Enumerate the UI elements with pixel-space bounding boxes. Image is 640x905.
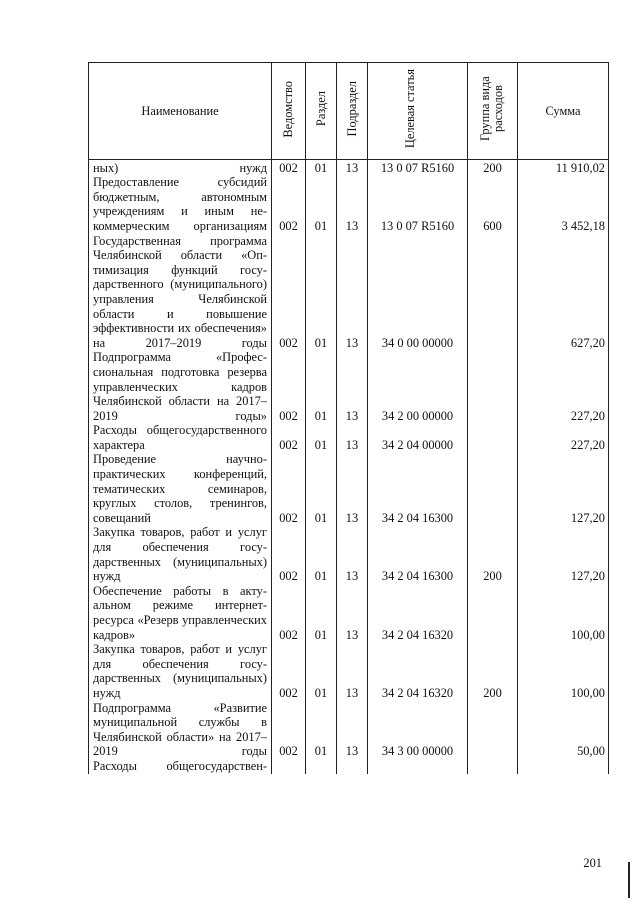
table-row [89, 584, 609, 642]
row-name-cell: ных) нужд [89, 159, 272, 175]
table-row [89, 350, 609, 423]
row-sum-cell: 227,20 [518, 350, 609, 423]
row-section-cell: 01 [306, 350, 337, 423]
row-group-cell [468, 452, 518, 525]
row-section-cell: 01 [306, 423, 337, 452]
header-target-article: Целевая статья [368, 63, 468, 160]
row-section-cell: 01 [306, 175, 337, 233]
row-department-cell [272, 759, 306, 774]
row-subsection-cell: 13 [337, 159, 368, 175]
row-sum-cell: 100,00 [518, 642, 609, 700]
row-target-cell: 34 2 04 16300 [368, 525, 468, 583]
header-section: Раздел [306, 63, 337, 160]
row-section-cell: 01 [306, 159, 337, 175]
row-target-cell: 13 0 07 R5160 [368, 159, 468, 175]
row-section-cell: 01 [306, 642, 337, 700]
row-group-cell [468, 584, 518, 642]
row-subsection-cell: 13 [337, 175, 368, 233]
row-department-cell: 002 [272, 584, 306, 642]
row-department-cell: 002 [272, 452, 306, 525]
row-subsection-cell [337, 759, 368, 774]
header-expense-group: Группа вида расходов [468, 63, 518, 160]
budget-table [88, 62, 609, 774]
header-department: Ведомство [272, 63, 306, 160]
row-sum-cell: 127,20 [518, 525, 609, 583]
row-subsection-cell: 13 [337, 452, 368, 525]
table-row [89, 525, 609, 583]
row-name-cell: Подпрограмма «Развитие муниципальной службы в Челябинской области» на 2017–2019 годы [89, 701, 272, 759]
page-number: 201 [583, 856, 602, 870]
row-section-cell: 01 [306, 234, 337, 351]
row-group-cell: 200 [468, 525, 518, 583]
row-group-cell: 200 [468, 159, 518, 175]
header-sum: Сумма [518, 63, 609, 160]
row-group-cell [468, 423, 518, 452]
row-name-cell: Расходы общегосударствен- [89, 759, 272, 774]
row-target-cell: 34 2 00 00000 [368, 350, 468, 423]
header-name: Наименование [89, 63, 272, 160]
row-target-cell: 34 0 00 00000 [368, 234, 468, 351]
header-subsection: Подраздел [337, 63, 368, 160]
row-group-cell [468, 759, 518, 774]
row-target-cell: 34 2 04 00000 [368, 423, 468, 452]
table-row [89, 759, 609, 774]
table-header-row [89, 63, 609, 160]
table-row [89, 452, 609, 525]
table-row [89, 642, 609, 700]
table-row [89, 175, 609, 233]
row-name-cell: Закупка товаров, работ и услуг для обеспечения государственных (муниципальных) нужд [89, 525, 272, 583]
row-section-cell: 01 [306, 525, 337, 583]
row-group-cell [468, 701, 518, 759]
row-department-cell: 002 [272, 175, 306, 233]
scan-edge-mark [628, 862, 630, 898]
table-row [89, 159, 609, 175]
row-department-cell: 002 [272, 701, 306, 759]
row-target-cell: 13 0 07 R5160 [368, 175, 468, 233]
row-sum-cell: 50,00 [518, 701, 609, 759]
table-row [89, 234, 609, 351]
row-subsection-cell: 13 [337, 525, 368, 583]
row-target-cell [368, 759, 468, 774]
row-section-cell: 01 [306, 452, 337, 525]
row-department-cell: 002 [272, 350, 306, 423]
row-subsection-cell: 13 [337, 423, 368, 452]
row-sum-cell: 627,20 [518, 234, 609, 351]
row-subsection-cell: 13 [337, 642, 368, 700]
table-body [89, 159, 609, 773]
row-department-cell: 002 [272, 642, 306, 700]
row-subsection-cell: 13 [337, 701, 368, 759]
row-sum-cell: 3 452,18 [518, 175, 609, 233]
row-name-cell: Обеспечение работы в актуальном режиме интернет-ресурса «Резерв управленческих кадров» [89, 584, 272, 642]
row-target-cell: 34 3 00 00000 [368, 701, 468, 759]
row-target-cell: 34 2 04 16300 [368, 452, 468, 525]
row-subsection-cell: 13 [337, 584, 368, 642]
row-group-cell: 200 [468, 642, 518, 700]
row-section-cell [306, 759, 337, 774]
row-sum-cell: 11 910,02 [518, 159, 609, 175]
row-sum-cell: 227,20 [518, 423, 609, 452]
row-group-cell [468, 350, 518, 423]
row-group-cell: 600 [468, 175, 518, 233]
row-name-cell: Государственная программа Челябинской области «Оптимизация функций государственного (муниципального) управления Челябинской области и повышение эффективности их обеспечения» на 2017–2019 годы [89, 234, 272, 351]
row-sum-cell: 127,20 [518, 452, 609, 525]
row-subsection-cell: 13 [337, 234, 368, 351]
row-sum-cell: 100,00 [518, 584, 609, 642]
table-row [89, 423, 609, 452]
row-department-cell: 002 [272, 159, 306, 175]
row-department-cell: 002 [272, 423, 306, 452]
row-name-cell: Предоставление субсидий бюджетным, автономным учреждениям и иным некоммерческим организациям [89, 175, 272, 233]
row-name-cell: Расходы общегосударственного характера [89, 423, 272, 452]
row-department-cell: 002 [272, 234, 306, 351]
row-department-cell: 002 [272, 525, 306, 583]
row-name-cell: Закупка товаров, работ и услуг для обеспечения государственных (муниципальных) нужд [89, 642, 272, 700]
row-subsection-cell: 13 [337, 350, 368, 423]
row-target-cell: 34 2 04 16320 [368, 584, 468, 642]
row-name-cell: Проведение научно-практических конференций, тематических семинаров, круглых столов, тренингов, совещаний [89, 452, 272, 525]
row-target-cell: 34 2 04 16320 [368, 642, 468, 700]
table-row [89, 701, 609, 759]
row-section-cell: 01 [306, 701, 337, 759]
row-section-cell: 01 [306, 584, 337, 642]
row-name-cell: Подпрограмма «Профессиональная подготовка резерва управленческих кадров Челябинской области на 2017–2019 годы» [89, 350, 272, 423]
row-sum-cell [518, 759, 609, 774]
row-group-cell [468, 234, 518, 351]
